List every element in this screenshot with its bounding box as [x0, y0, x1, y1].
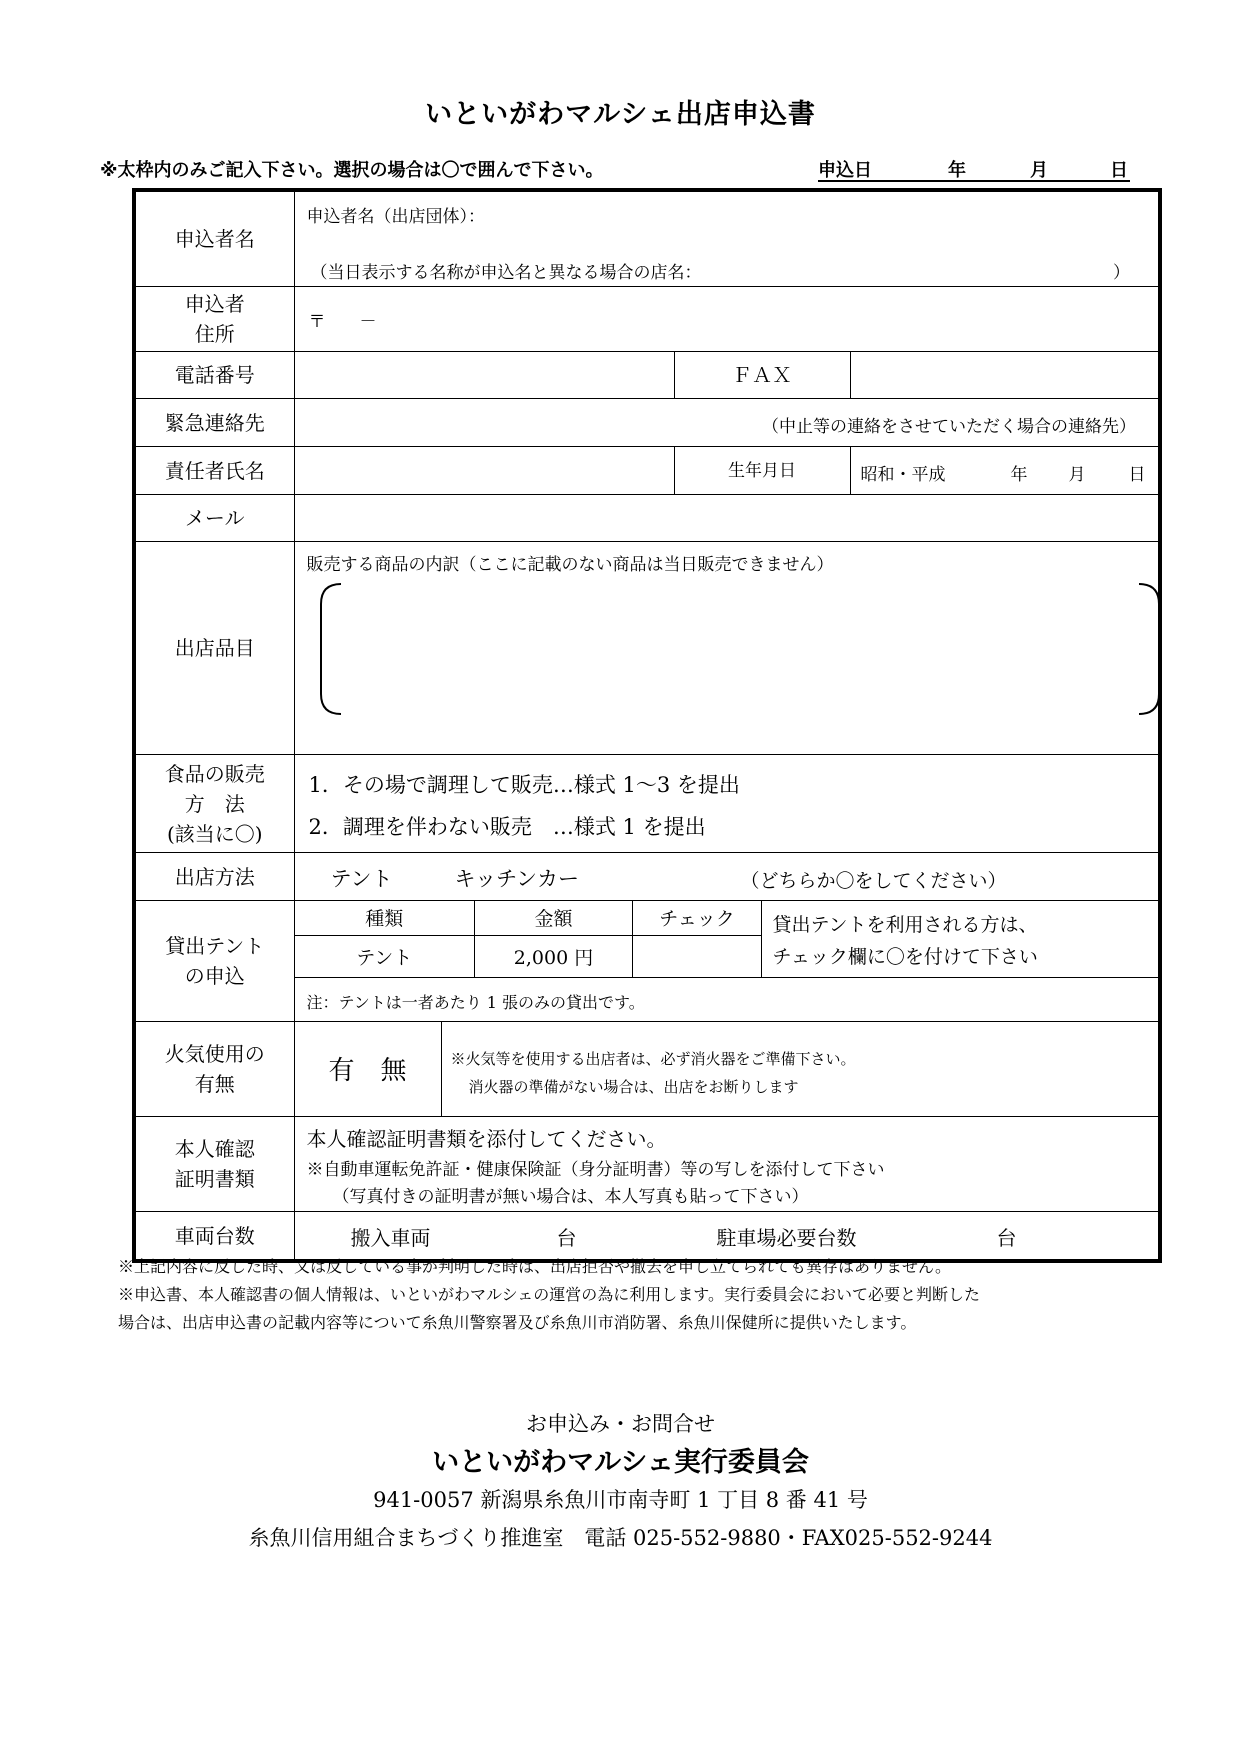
- fire-choice[interactable]: 有 無: [328, 1056, 407, 1086]
- application-date-month: 月: [1030, 160, 1048, 181]
- row-food-sales: [134, 755, 1160, 853]
- emergency-note: （中止等の連絡をさせていただく場合の連絡先）: [762, 417, 1137, 437]
- id-docs-field: [294, 1117, 1160, 1212]
- tent-label: [134, 901, 294, 1022]
- fax-label: ＦＡＸ: [674, 352, 850, 399]
- vehicles-parking-label: 駐車場必要台数: [716, 1226, 857, 1250]
- address-label-line2: 住所: [194, 322, 235, 346]
- phone-label: 電話番号: [134, 352, 294, 399]
- fire-label-line2: 有無: [194, 1072, 235, 1096]
- page-title: いといがわマルシェ出店申込書: [425, 99, 816, 130]
- tent-label-line2: の申込: [184, 964, 245, 988]
- application-date-day: 日: [1110, 160, 1128, 181]
- tent-note: 注：テントは一者あたり 1 張のみの貸出です。: [306, 993, 645, 1012]
- contact-address: 941-0057 新潟県糸魚川市南寺町 1 丁目 8 番 41 号: [373, 1488, 868, 1512]
- fire-choice-box: [295, 1022, 442, 1116]
- store-method-kitchen-car[interactable]: キッチンカー: [454, 867, 580, 891]
- instruction-text: ※太枠内のみご記入下さい。選択の場合は〇で囲んで下さい。: [100, 160, 604, 181]
- store-method-field: [294, 853, 1160, 901]
- tent-field: [294, 901, 1160, 1022]
- products-note: 販売する商品の内訳（ここに記載のない商品は当日販売できません）: [306, 555, 834, 575]
- applicant-field-label: 申込者名（出店団体）：: [306, 207, 485, 227]
- store-method-tent[interactable]: テント: [330, 867, 393, 891]
- row-id-docs: [134, 1117, 1160, 1212]
- contact-office: 糸魚川信用組合まちづくり推進室 電話 025-552-9880・FAX025-552-9244: [248, 1526, 993, 1550]
- row-emergency: [134, 399, 1160, 447]
- postal-mark: 〒 －: [308, 312, 377, 332]
- birth-month: 月: [1068, 465, 1086, 485]
- id-docs-main: 本人確認証明書類を添付してください。: [306, 1127, 667, 1151]
- store-name-close: ）: [1113, 263, 1131, 283]
- vehicles-label: 車両台数: [134, 1212, 294, 1262]
- row-products: [134, 542, 1160, 755]
- responsible-label: 責任者氏名: [134, 447, 294, 495]
- emergency-field[interactable]: [294, 399, 1160, 447]
- vehicles-parking-unit: 台: [996, 1226, 1017, 1250]
- emergency-label: 緊急連絡先: [134, 399, 294, 447]
- id-docs-label: [134, 1117, 294, 1212]
- food-sales-label-line1: 食品の販売: [164, 761, 265, 786]
- food-sales-label-line2: 方 法: [184, 791, 245, 816]
- store-name-note: （当日表示する名称が申込名と異なる場合の店名：: [310, 263, 702, 283]
- products-field[interactable]: [294, 542, 1160, 755]
- footnote-2: ※申込書、本人確認書の個人情報は、いといがわマルシェの運営の為に利用します。実行委員会において必要と判断した: [118, 1285, 981, 1304]
- application-date-year: 年: [948, 160, 966, 181]
- id-docs-sub1: ※自動車運転免許証・健康保険証（身分証明書）等の写しを添付して下さい: [306, 1160, 885, 1180]
- email-label: メール: [134, 495, 294, 542]
- products-label: 出店品目: [134, 542, 294, 755]
- row-email: [134, 495, 1160, 542]
- fire-note-line1: ※火気等を使用する出店者は、必ず消火器をご準備下さい。: [450, 1050, 856, 1068]
- fire-label-line1: 火気使用の: [164, 1042, 265, 1066]
- fire-label: [134, 1022, 294, 1117]
- tent-value-price: 2,000 円: [475, 935, 633, 977]
- row-store-method: [134, 853, 1160, 901]
- tent-value-type: テント: [295, 935, 475, 977]
- row-applicant: [134, 190, 1160, 287]
- tent-table: [295, 901, 763, 978]
- id-docs-label-line1: 本人確認: [174, 1137, 255, 1161]
- vehicles-carry-in-label: 搬入車両: [350, 1226, 431, 1250]
- tent-header-type: 種類: [295, 901, 475, 935]
- address-label-line1: 申込者: [184, 292, 245, 316]
- store-method-note: （どちらか〇をしてください）: [740, 870, 1007, 892]
- responsible-field[interactable]: [294, 447, 674, 495]
- email-field[interactable]: [294, 495, 1160, 542]
- tent-side-note-line1: 貸出テントを利用される方は、: [772, 914, 1038, 936]
- footnote-1: ※上記内容に反した時、又は反している事が判明した時は、出店拒否や撤去を申し立てられても異存はありません。: [118, 1257, 951, 1276]
- fire-note-line2: 消火器の準備がない場合は、出店をお断りします: [468, 1078, 799, 1096]
- footnotes: [118, 1253, 1148, 1337]
- applicant-field[interactable]: [294, 190, 1160, 287]
- birth-field[interactable]: [850, 447, 1160, 495]
- food-sales-label: [134, 755, 294, 853]
- row-address: [134, 287, 1160, 352]
- tent-divider: [295, 977, 1159, 978]
- food-sales-option-1[interactable]: 1．その場で調理して販売…様式 1～3 を提出: [308, 773, 740, 797]
- fax-field[interactable]: [850, 352, 1160, 399]
- birth-era: 昭和・平成: [860, 465, 946, 485]
- tent-header-price: 金額: [475, 901, 633, 935]
- application-date: [818, 156, 1130, 182]
- row-responsible: [134, 447, 1160, 495]
- contact-org: いといがわマルシェ実行委員会: [432, 1447, 809, 1478]
- address-label: [134, 287, 294, 352]
- birth-label: 生年月日: [674, 447, 850, 495]
- phone-field[interactable]: [294, 352, 674, 399]
- tent-header-check: チェック: [633, 901, 762, 935]
- birth-year: 年: [1010, 465, 1028, 485]
- application-date-label: 申込日: [818, 160, 872, 181]
- footnote-3: 場合は、出店申込書の記載内容等について糸魚川警察署及び糸魚川市消防署、糸魚川保健所に提供いたします。: [118, 1313, 917, 1332]
- food-sales-field: [294, 755, 1160, 853]
- row-fire: [134, 1022, 1160, 1117]
- id-docs-sub2: （写真付きの証明書が無い場合は、本人写真も貼って下さい）: [332, 1187, 809, 1207]
- store-method-label: 出店方法: [134, 853, 294, 901]
- food-sales-option-2[interactable]: 2．調理を伴わない販売 …様式 1 を提出: [308, 815, 706, 839]
- tent-check-box[interactable]: [633, 935, 762, 977]
- application-form: [132, 188, 1162, 1263]
- tent-side-note: [773, 909, 1038, 973]
- row-phone: [134, 352, 1160, 399]
- row-tent: [134, 901, 1160, 1022]
- address-field[interactable]: [294, 287, 1160, 352]
- tent-side-note-line2: チェック欄に〇を付けて下さい: [772, 946, 1038, 968]
- birth-day: 日: [1128, 465, 1146, 485]
- bracket-frame: [315, 582, 1165, 717]
- fire-field: [294, 1022, 1160, 1117]
- contact-heading: お申込み・お問合せ: [526, 1412, 715, 1436]
- tent-label-line1: 貸出テント: [165, 934, 265, 958]
- vehicles-carry-in-unit: 台: [556, 1226, 577, 1250]
- applicant-label: 申込者名: [134, 190, 294, 287]
- id-docs-label-line2: 証明書類: [174, 1167, 255, 1191]
- food-sales-label-line3: (該当に〇): [166, 821, 263, 846]
